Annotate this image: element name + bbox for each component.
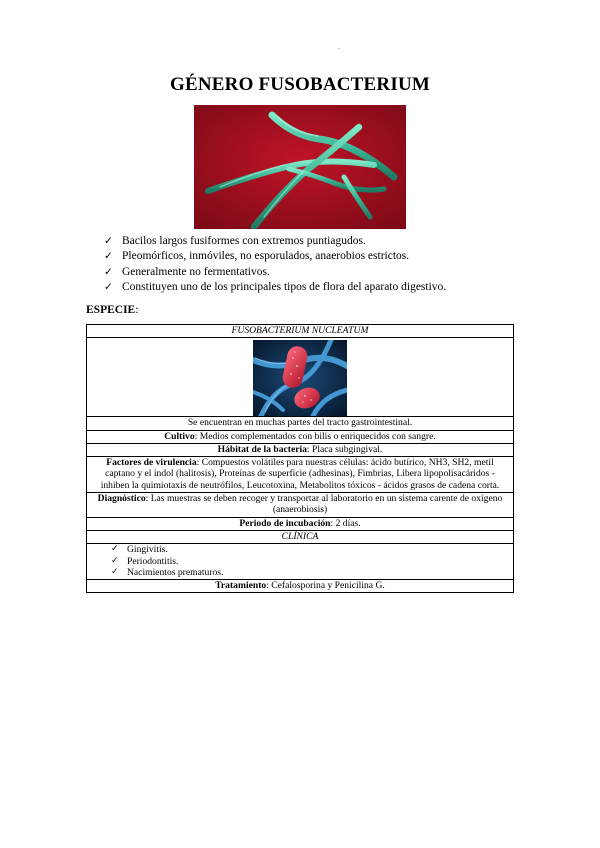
list-item: ✓ Generalmente no fermentativos. xyxy=(104,265,446,280)
especie-heading: ESPECIE: xyxy=(86,304,139,316)
list-item: ✓ Bacilos largos fusiformes con extremos puntiagudos. xyxy=(104,234,446,249)
species-table xyxy=(86,324,514,593)
page-title: GÉNERO FUSOBACTERIUM xyxy=(170,74,430,95)
check-icon: ✓ xyxy=(104,265,113,278)
check-icon: ✓ xyxy=(104,235,113,247)
fusobacterium-illustration-icon xyxy=(194,105,406,229)
habitat-row: Hábitat de la bacteria: Placa subgingival. xyxy=(87,443,514,456)
tratamiento-row: Tratamiento: Cefalosporina y Penicilina G. xyxy=(87,580,514,593)
table-row xyxy=(87,430,514,443)
table-row xyxy=(87,530,514,543)
table-row xyxy=(87,517,514,530)
table-row xyxy=(87,580,514,593)
clinica-cell xyxy=(87,544,514,580)
location-text: Se encuentran en muchas partes del tracto gastrointestinal. xyxy=(87,417,514,430)
list-item: ✓ Nacimientos prematuros. xyxy=(111,566,224,578)
factores-row: Factores de virulencia: Compuestos volátiles para nuestras células: ácido butírico, NH3, SH2, metil captano y el indol (halitosis), Proteínas de superficie (adhesinas), Fimbrias, Libera lipopolisacáridos - inhiben la quimiotaxis de neutrófilos, Leucotoxina, Metabolitos tóxicos - ácidos grasos de cadena corta. xyxy=(87,457,514,493)
check-icon: ✓ xyxy=(104,250,113,263)
fusobacterium-nucleatum-micrograph-icon xyxy=(253,340,347,416)
characteristics-list xyxy=(104,234,446,295)
list-item: ✓ Constituyen uno de los principales tipos de flora del aparato digestivo. xyxy=(104,280,446,295)
species-image-cell xyxy=(87,338,514,417)
list-item: ✓ Pleomórficos, inmóviles, no esporulados, anaerobios estrictos. xyxy=(104,249,446,264)
check-icon: ✓ xyxy=(104,280,113,293)
table-row xyxy=(87,325,514,338)
diagnostico-row: Diagnóstico: Las muestras se deben recoger y transportar al laboratorio en un sistema carente de oxígeno (anaerobiosis) xyxy=(87,493,514,518)
table-row xyxy=(87,544,514,580)
species-name: FUSOBACTERIUM NUCLEATUM xyxy=(87,325,514,338)
table-row xyxy=(87,338,514,417)
cultivo-row: Cultivo: Medios complementados con bilis o enriquecidos con sangre. xyxy=(87,430,514,443)
clinica-list xyxy=(91,544,509,578)
table-row xyxy=(87,443,514,456)
list-item: ✓ Gingivitis. xyxy=(111,544,168,556)
table-row xyxy=(87,457,514,493)
clinica-title: CLÍNICA xyxy=(87,530,514,543)
check-icon: ✓ xyxy=(111,566,119,577)
periodo-row: Periodo de incubación: 2 días. xyxy=(87,517,514,530)
list-item: ✓ Periodontitis. xyxy=(111,555,179,567)
check-icon: ✓ xyxy=(111,544,119,555)
table-row xyxy=(87,417,514,430)
table-row xyxy=(87,493,514,518)
header-mark: . xyxy=(338,42,340,51)
check-icon: ✓ xyxy=(111,555,119,566)
